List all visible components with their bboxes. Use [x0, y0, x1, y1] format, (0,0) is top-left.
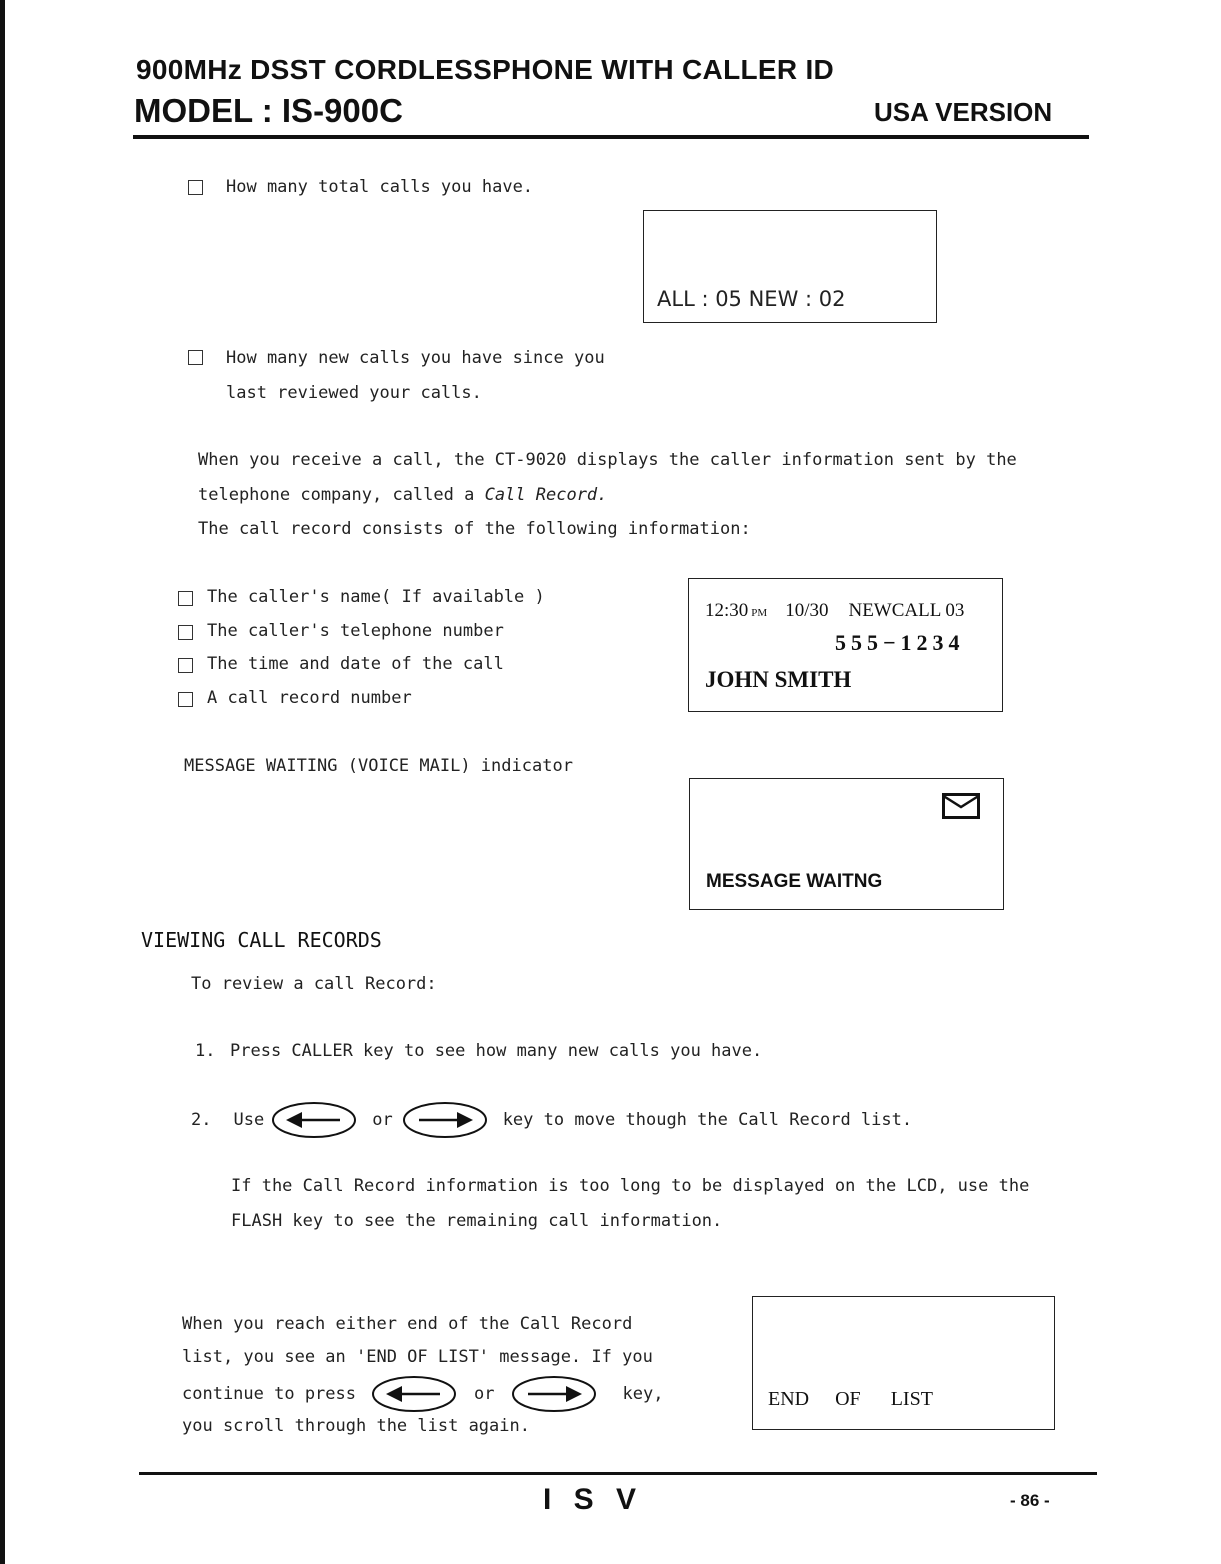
lcd-phone-number: 555−1234 — [835, 630, 965, 655]
lcd-newcall: NEWCALL 03 — [848, 600, 965, 621]
end-line1: When you reach either end of the Call Record — [182, 1314, 633, 1334]
call-record-term: Call Record. — [484, 485, 608, 505]
step2-use: Use — [233, 1110, 265, 1130]
info-item: A call record number — [207, 688, 412, 708]
step1-number: 1. — [195, 1041, 216, 1061]
end-line3 — [182, 1374, 663, 1414]
checkbox-bullet — [178, 692, 193, 707]
page-number: - 86 - — [1010, 1491, 1050, 1510]
bullet-new-calls-line2: last reviewed your calls. — [226, 383, 482, 403]
lcd-call-record — [688, 578, 1003, 712]
bullet-new-calls-line1: How many new calls you have since you — [226, 348, 605, 368]
document-title: 900MHz DSST CORDLESSPHONE WITH CALLER ID — [136, 54, 835, 85]
lcd-message-waiting — [689, 778, 1004, 910]
step2-or: or — [372, 1110, 393, 1130]
left-arrow-key-icon — [270, 1100, 358, 1140]
footer-brand: I S V — [543, 1483, 637, 1516]
lcd-call-count — [643, 210, 937, 323]
lcd-message-waiting-text: MESSAGE WAITNG — [706, 871, 883, 892]
step2-number: 2. — [191, 1110, 212, 1130]
left-arrow-key-icon — [370, 1374, 458, 1414]
end-line3-key: key, — [622, 1384, 664, 1404]
checkbox-bullet — [178, 591, 193, 606]
lcd-time-line — [705, 600, 964, 622]
lcd-of-word: OF — [835, 1388, 861, 1410]
lcd-end-of-list — [752, 1296, 1055, 1430]
page-left-edge — [0, 0, 5, 1564]
lcd-ampm: PM — [751, 607, 768, 619]
checkbox-bullet — [178, 625, 193, 640]
info-item: The caller's name( If available ) — [207, 587, 545, 607]
step2-line — [191, 1100, 912, 1140]
info-item: The caller's telephone number — [207, 621, 504, 641]
bullet-total-calls: How many total calls you have. — [226, 177, 534, 197]
section-heading-viewing: VIEWING CALL RECORDS — [141, 928, 382, 952]
envelope-icon — [942, 793, 980, 819]
checkbox-bullet — [188, 350, 203, 365]
lcd-end-text — [768, 1388, 933, 1411]
header-rule — [133, 135, 1089, 139]
checkbox-bullet — [178, 658, 193, 673]
flash-note-line1: If the Call Record information is too long to be displayed on the LCD, use the — [231, 1176, 1030, 1196]
end-line4: you scroll through the list again. — [182, 1416, 530, 1436]
intro-line1: When you receive a call, the CT-9020 displays the caller information sent by the — [198, 450, 1017, 470]
intro-line2 — [198, 485, 607, 505]
lcd-caller-name: JOHN SMITH — [705, 667, 852, 692]
message-waiting-label: MESSAGE WAITING (VOICE MAIL) indicator — [184, 756, 573, 776]
lcd-date: 10/30 — [785, 600, 829, 621]
model-title: MODEL : IS-900C — [134, 92, 403, 129]
right-arrow-key-icon — [510, 1374, 598, 1414]
intro-line2-text: telephone company, called a — [198, 485, 485, 505]
right-arrow-key-icon — [401, 1100, 489, 1140]
version-label: USA VERSION — [874, 97, 1053, 127]
end-line3-text: continue to press — [182, 1384, 356, 1404]
lcd-list-word: LIST — [890, 1388, 933, 1410]
viewing-intro: To review a call Record: — [191, 974, 437, 994]
end-line2: list, you see an 'END OF LIST' message. If you — [182, 1347, 653, 1367]
info-item: The time and date of the call — [207, 654, 504, 674]
intro-line3: The call record consists of the following information: — [198, 519, 751, 539]
footer-rule — [139, 1472, 1097, 1475]
lcd-count-text: ALL : 05 NEW : 02 — [657, 287, 846, 311]
end-line3-or: or — [474, 1384, 495, 1404]
step1-text: Press CALLER key to see how many new calls you have. — [230, 1041, 763, 1061]
lcd-end-word: END — [768, 1388, 810, 1410]
step2-text: key to move though the Call Record list. — [502, 1110, 913, 1130]
flash-note-line2: FLASH key to see the remaining call information. — [231, 1211, 723, 1231]
lcd-time: 12:30 — [705, 600, 749, 621]
checkbox-bullet — [188, 180, 203, 195]
